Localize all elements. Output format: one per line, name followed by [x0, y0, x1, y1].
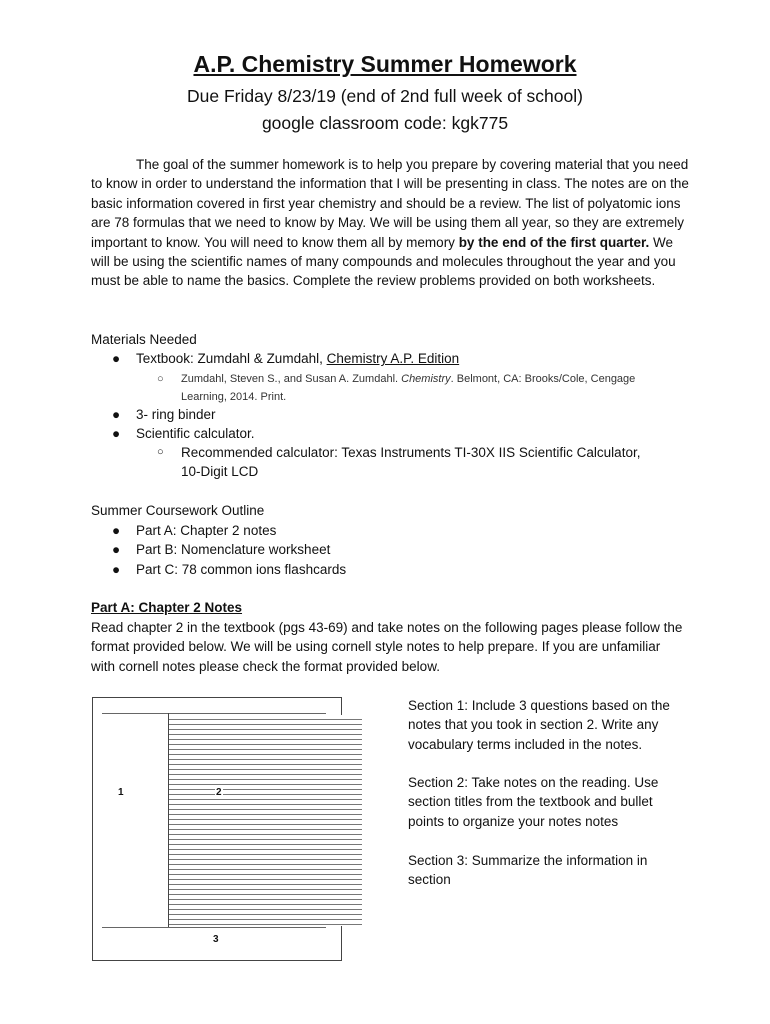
diagram-ruled-lines	[169, 715, 362, 926]
bullet-icon: ●	[112, 542, 121, 557]
intro-paragraph	[91, 155, 691, 291]
section-1-description: Section 1: Include 3 questions based on the notes that you took in section 2. Write any vocabulary terms included in the notes.	[408, 698, 670, 752]
part-a-body: Read chapter 2 in the textbook (pgs 43-69) and take notes on the following pages please follow the format provided below. We will be using cornell style notes to help prepare. If you are unfamiliar with cornell notes please check the format provided below.	[91, 620, 683, 674]
classroom-code: google classroom code: kgk775	[261, 113, 509, 133]
section-2-description: Section 2: Take notes on the reading. Use section titles from the textbook and bullet points to organize your notes notes	[408, 775, 659, 829]
bullet-icon: ●	[112, 523, 121, 538]
calculator-recommendation: ○ Recommended calculator: Texas Instruments TI-30X IIS Scientific Calculator, 10-Digit LCD	[157, 445, 641, 480]
document-title: A.P. Chemistry Summer Homework	[193, 51, 577, 77]
diagram-top-line	[102, 713, 326, 714]
list-item: ● Part A: Chapter 2 notes	[136, 521, 276, 540]
bullet-icon: ●	[112, 562, 121, 577]
intro-text-1: The goal of the summer homework is to help you prepare by covering material that you need to know in order to understand the information that I will be presenting in class. The notes are on the basic information covered in first year chemistry and should be a review. The list of polyatomic ions are 78 formulas that we need to know by May. We will be using them all year, so they are extremely important to know. You will need to know them all by memory	[91, 157, 689, 250]
section-3-description: Section 3: Summarize the information in section	[408, 853, 648, 888]
textbook-title: Chemistry A.P. Edition	[326, 351, 460, 366]
list-item-calculator: ● Scientific calculator.	[136, 424, 255, 443]
section-2-label: 2	[216, 787, 222, 798]
diagram-bottom-line	[102, 927, 326, 928]
list-item: ● Part B: Nomenclature worksheet	[136, 540, 330, 559]
intro-text-2: We will be using the scientific names of many compounds and molecules throughout the year and you must be able to name the basics. Complete the review problems provided on both worksheets.	[91, 234, 676, 289]
outline-heading: Summer Coursework Outline	[91, 503, 265, 518]
bullet-icon: ●	[112, 351, 121, 366]
section-1-label: 1	[118, 787, 124, 798]
list-item-binder: ● 3- ring binder	[136, 405, 216, 424]
part-a-heading: Part A: Chapter 2 Notes	[91, 600, 243, 615]
citation: ○ Zumdahl, Steven S., and Susan A. Zumdahl. Chemistry. Belmont, CA: Brooks/Cole, Cengage Learning, 2014. Print.	[181, 370, 681, 406]
bullet-icon: ●	[112, 407, 121, 422]
sub-bullet-icon: ○	[157, 446, 164, 458]
intro-text-bold: by the end of the first quarter.	[458, 234, 650, 250]
list-item-textbook: ● Textbook: Zumdahl & Zumdahl, Chemistry A.P. Edition	[136, 349, 459, 368]
cornell-notes-diagram	[92, 697, 342, 961]
list-item: ● Part C: 78 common ions flashcards	[136, 560, 346, 579]
materials-heading: Materials Needed	[91, 332, 197, 347]
section-3-label: 3	[213, 934, 219, 945]
sub-bullet-icon: ○	[157, 373, 164, 385]
bullet-icon: ●	[112, 426, 121, 441]
due-date: Due Friday 8/23/19 (end of 2nd full week of school)	[187, 86, 583, 106]
